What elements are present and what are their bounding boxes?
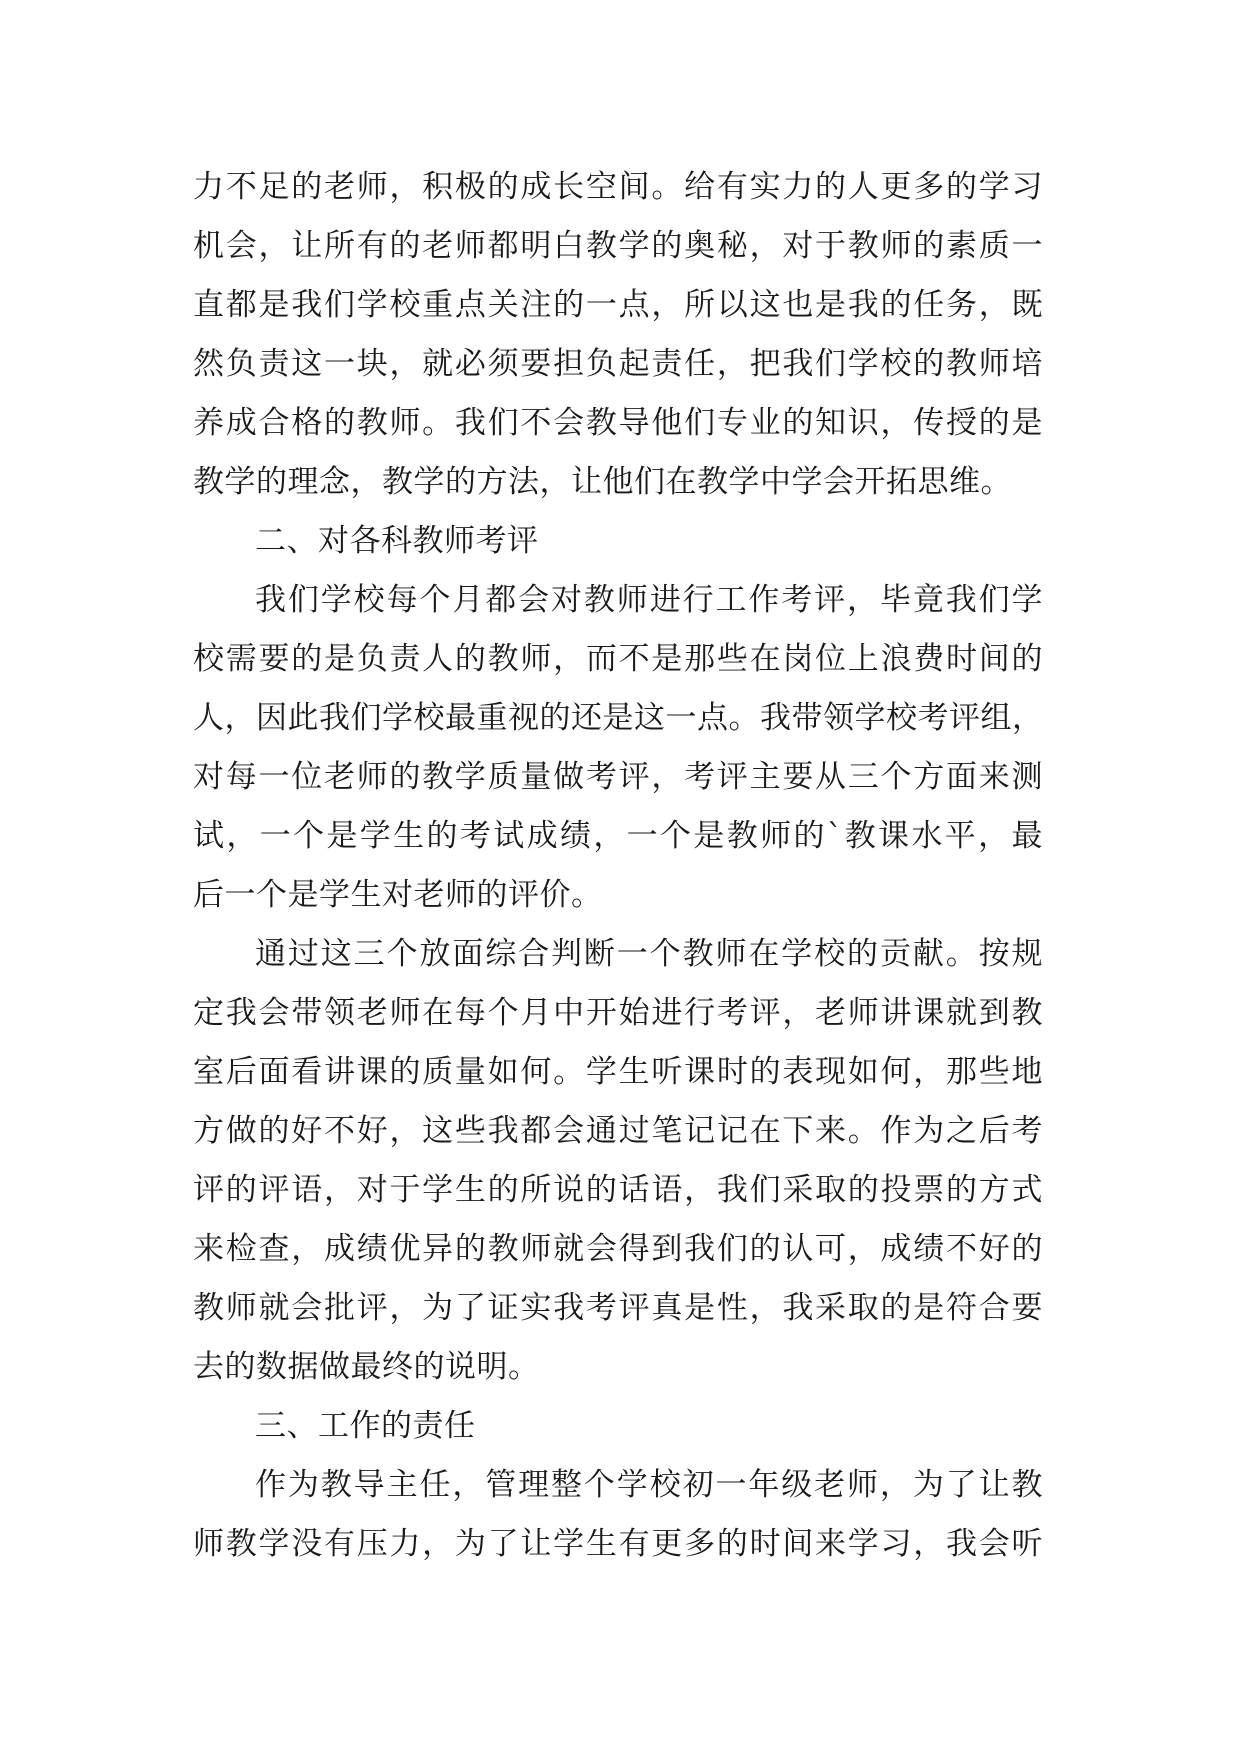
text-line: 定我会带领老师在每个月中开始进行考评，老师讲课就到教	[193, 995, 1043, 1031]
text-line: 后一个是学生对老师的评价。	[193, 877, 603, 913]
text-line: 直都是我们学校重点关注的一点，所以这也是我的任务，既	[193, 287, 1043, 323]
text-line: 试，一个是学生的考试成绩，一个是教师的`教课水平，最	[193, 818, 1043, 854]
text-line: 对每一位老师的教学质量做考评，考评主要从三个方面来测	[193, 759, 1043, 795]
text-line: 人，因此我们学校最重视的还是这一点。我带领学校考评组，	[193, 700, 1044, 736]
section-heading: 二、对各科教师考评	[255, 523, 539, 559]
text-line: 教学的理念，教学的方法，让他们在教学中学会开拓思维。	[193, 464, 1012, 500]
text-line: 来检查，成绩优异的教师就会得到我们的认可，成绩不好的	[193, 1231, 1043, 1267]
text-line: 然负责这一块，就必须要担负起责任，把我们学校的教师培	[193, 346, 1043, 382]
text-line: 机会，让所有的老师都明白教学的奥秘，对于教师的素质一	[193, 228, 1043, 264]
text-line: 评的评语，对于学生的所说的话语，我们采取的投票的方式	[193, 1172, 1043, 1208]
text-line: 通过这三个放面综合判断一个教师在学校的贡献。按规	[255, 936, 1043, 972]
text-line: 去的数据做最终的说明。	[193, 1349, 540, 1385]
document-body	[193, 158, 1043, 1574]
text-line: 作为教导主任，管理整个学校初一年级老师，为了让教	[255, 1467, 1043, 1503]
text-line: 师教学没有压力，为了让学生有更多的时间来学习，我会听	[193, 1526, 1043, 1562]
text-line: 室后面看讲课的质量如何。学生听课时的表现如何，那些地	[193, 1054, 1043, 1090]
text-line: 教师就会批评，为了证实我考评真是性，我采取的是符合要	[193, 1290, 1043, 1326]
text-line: 校需要的是负责人的教师，而不是那些在岗位上浪费时间的	[193, 641, 1043, 677]
section-heading: 三、工作的责任	[255, 1408, 476, 1444]
text-line: 力不足的老师，积极的成长空间。给有实力的人更多的学习	[193, 169, 1043, 205]
text-line: 养成合格的教师。我们不会教导他们专业的知识，传授的是	[193, 405, 1043, 441]
text-line: 方做的好不好，这些我都会通过笔记记在下来。作为之后考	[193, 1113, 1043, 1149]
text-line: 我们学校每个月都会对教师进行工作考评，毕竟我们学	[255, 582, 1043, 618]
